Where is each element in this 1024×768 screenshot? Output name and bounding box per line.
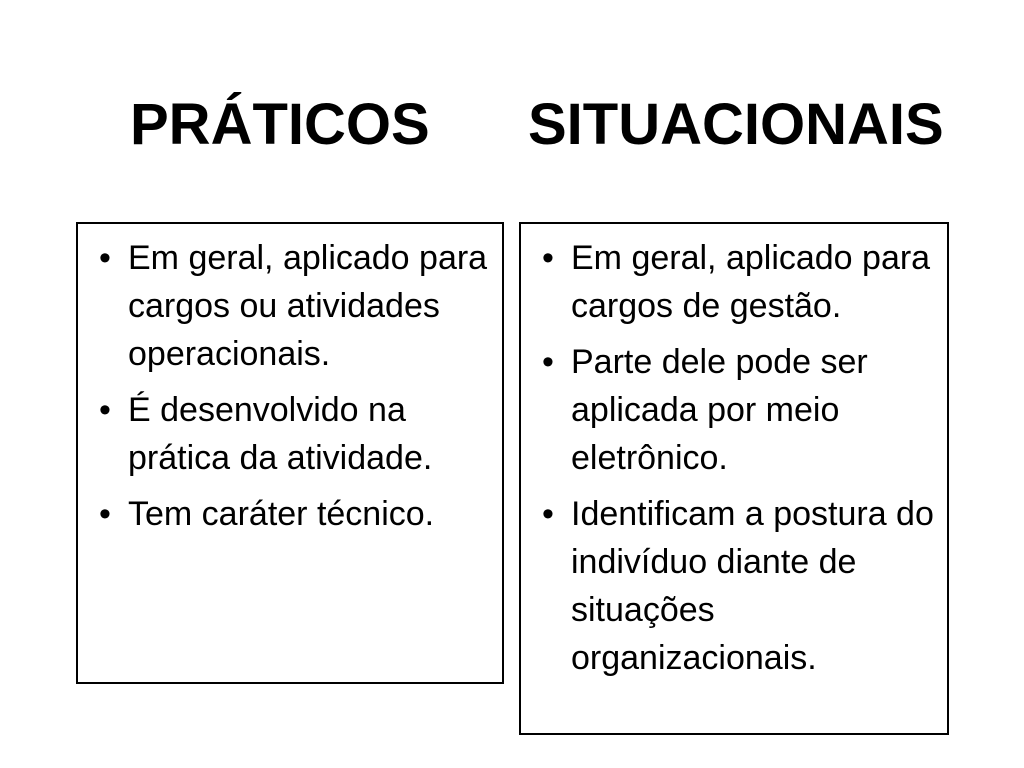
bullet-icon: • xyxy=(99,495,111,533)
list-item-text: Em geral, aplicado para cargos ou atividades operacionais. xyxy=(128,239,488,373)
list-item xyxy=(86,490,490,538)
list-item-text: É desenvolvido na prática da atividade. xyxy=(128,391,433,477)
list-item xyxy=(529,338,935,482)
list-item-text: Tem caráter técnico. xyxy=(128,495,435,533)
list-item xyxy=(529,490,935,682)
list-item-text: Em geral, aplicado para cargos de gestão. xyxy=(571,239,931,325)
bullet-icon: • xyxy=(542,239,554,277)
bullet-icon: • xyxy=(542,343,554,381)
list-item xyxy=(529,234,935,330)
situacionais-list xyxy=(529,234,935,682)
list-item-text: Identificam a postura do indivíduo diante de situações organizacionais. xyxy=(571,495,934,677)
praticos-list xyxy=(86,234,490,538)
situacionais-box xyxy=(519,222,949,735)
bullet-icon: • xyxy=(99,391,111,429)
list-item xyxy=(86,234,490,378)
heading-situacionais: SITUACIONAIS xyxy=(528,92,944,157)
heading-praticos: PRÁTICOS xyxy=(130,92,430,157)
praticos-box xyxy=(76,222,504,684)
bullet-icon: • xyxy=(542,495,554,533)
bullet-icon: • xyxy=(99,239,111,277)
list-item-text: Parte dele pode ser aplicada por meio eletrônico. xyxy=(571,343,868,477)
list-item xyxy=(86,386,490,482)
